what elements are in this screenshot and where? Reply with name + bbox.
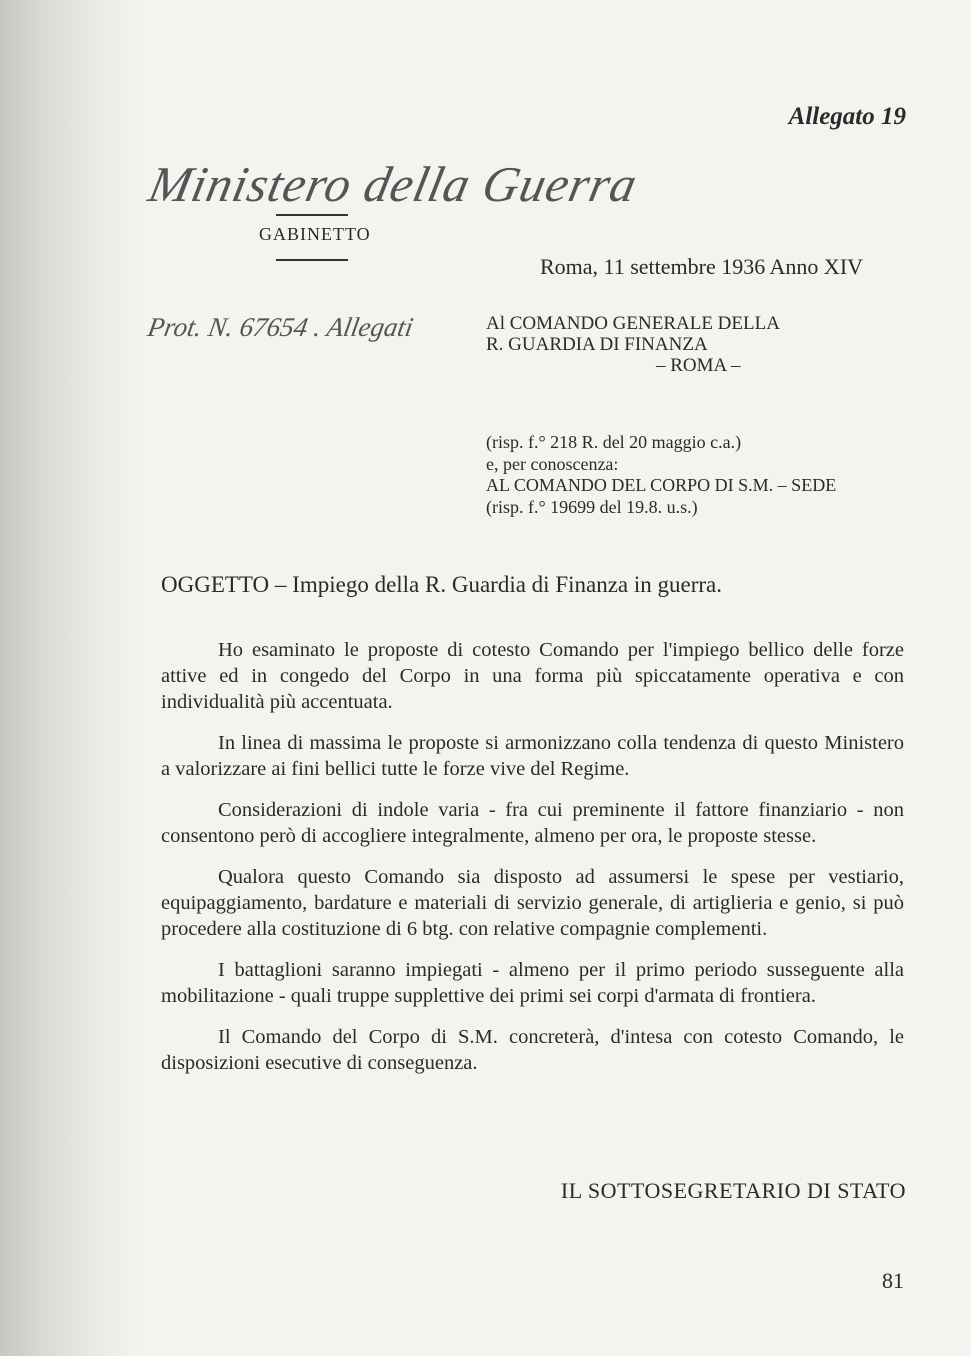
body-paragraph: Il Comando del Corpo di S.M. concreterà, d'intesa con cotesto Comando, le disposizioni esecutive di conseguenza. bbox=[161, 1026, 904, 1074]
letter-body bbox=[161, 637, 904, 1091]
body-paragraph: I battaglioni saranno impiegati - almeno per il primo periodo susseguente alla mobilitazione - quali truppe supplettive dei primi sei corpi d'armata di frontiera. bbox=[161, 959, 904, 1007]
subject-line: OGGETTO – Impiego della R. Guardia di Finanza in guerra. bbox=[161, 572, 723, 597]
addressee-line: – ROMA – bbox=[656, 355, 741, 376]
body-paragraph: Ho esaminato le proposte di cotesto Comando per l'impiego bellico delle forze attive ed in congedo del Corpo in una forma più spiccatamente operativa e con individualità più accentuata. bbox=[161, 639, 904, 713]
reference-line: (risp. f.° 218 R. del 20 maggio c.a.) bbox=[486, 432, 742, 452]
letterhead-rule-bottom bbox=[276, 259, 348, 261]
body-paragraph: In linea di massima le proposte si armonizzano colla tendenza di questo Ministero a valorizzare ai fini bellici tutte le forze vive del Regime. bbox=[161, 732, 904, 780]
addressee-block bbox=[486, 313, 780, 376]
references-block bbox=[486, 432, 836, 518]
signature-title: IL SOTTOSEGRETARIO DI STATO bbox=[560, 1178, 906, 1203]
page-number: 81 bbox=[882, 1268, 904, 1293]
protocol-number: Prot. N. 67654 . Allegati bbox=[145, 312, 416, 342]
reference-line: AL COMANDO DEL CORPO DI S.M. – SEDE bbox=[486, 475, 837, 495]
office-name: GABINETTO bbox=[259, 224, 371, 244]
page-shadow bbox=[0, 0, 140, 1356]
place-date: Roma, 11 settembre 1936 Anno XIV bbox=[540, 254, 864, 279]
letterhead-rule-top bbox=[276, 214, 348, 216]
addressee-line: Al COMANDO GENERALE DELLA bbox=[486, 313, 780, 334]
addressee-line: R. GUARDIA DI FINANZA bbox=[486, 334, 708, 355]
reference-line: e, per conoscenza: bbox=[486, 453, 619, 474]
body-paragraph: Qualora questo Comando sia disposto ad assumersi le spese per vestiario, equipaggiamento, bardature e materiali di servizio generale, di artiglieria e genio, si può procedere alla costituzione di 6 btg. con relative compagnie complementi. bbox=[161, 866, 904, 940]
ministry-letterhead: Ministero della Guerra bbox=[144, 156, 643, 212]
reference-line: (risp. f.° 19699 del 19.8. u.s.) bbox=[486, 496, 698, 517]
body-paragraph: Considerazioni di indole varia - fra cui preminente il fattore finanziario - non consentono però di accogliere integralmente, almeno per ora, le proposte stesse. bbox=[161, 799, 904, 847]
attachment-label: Allegato 19 bbox=[788, 103, 906, 130]
